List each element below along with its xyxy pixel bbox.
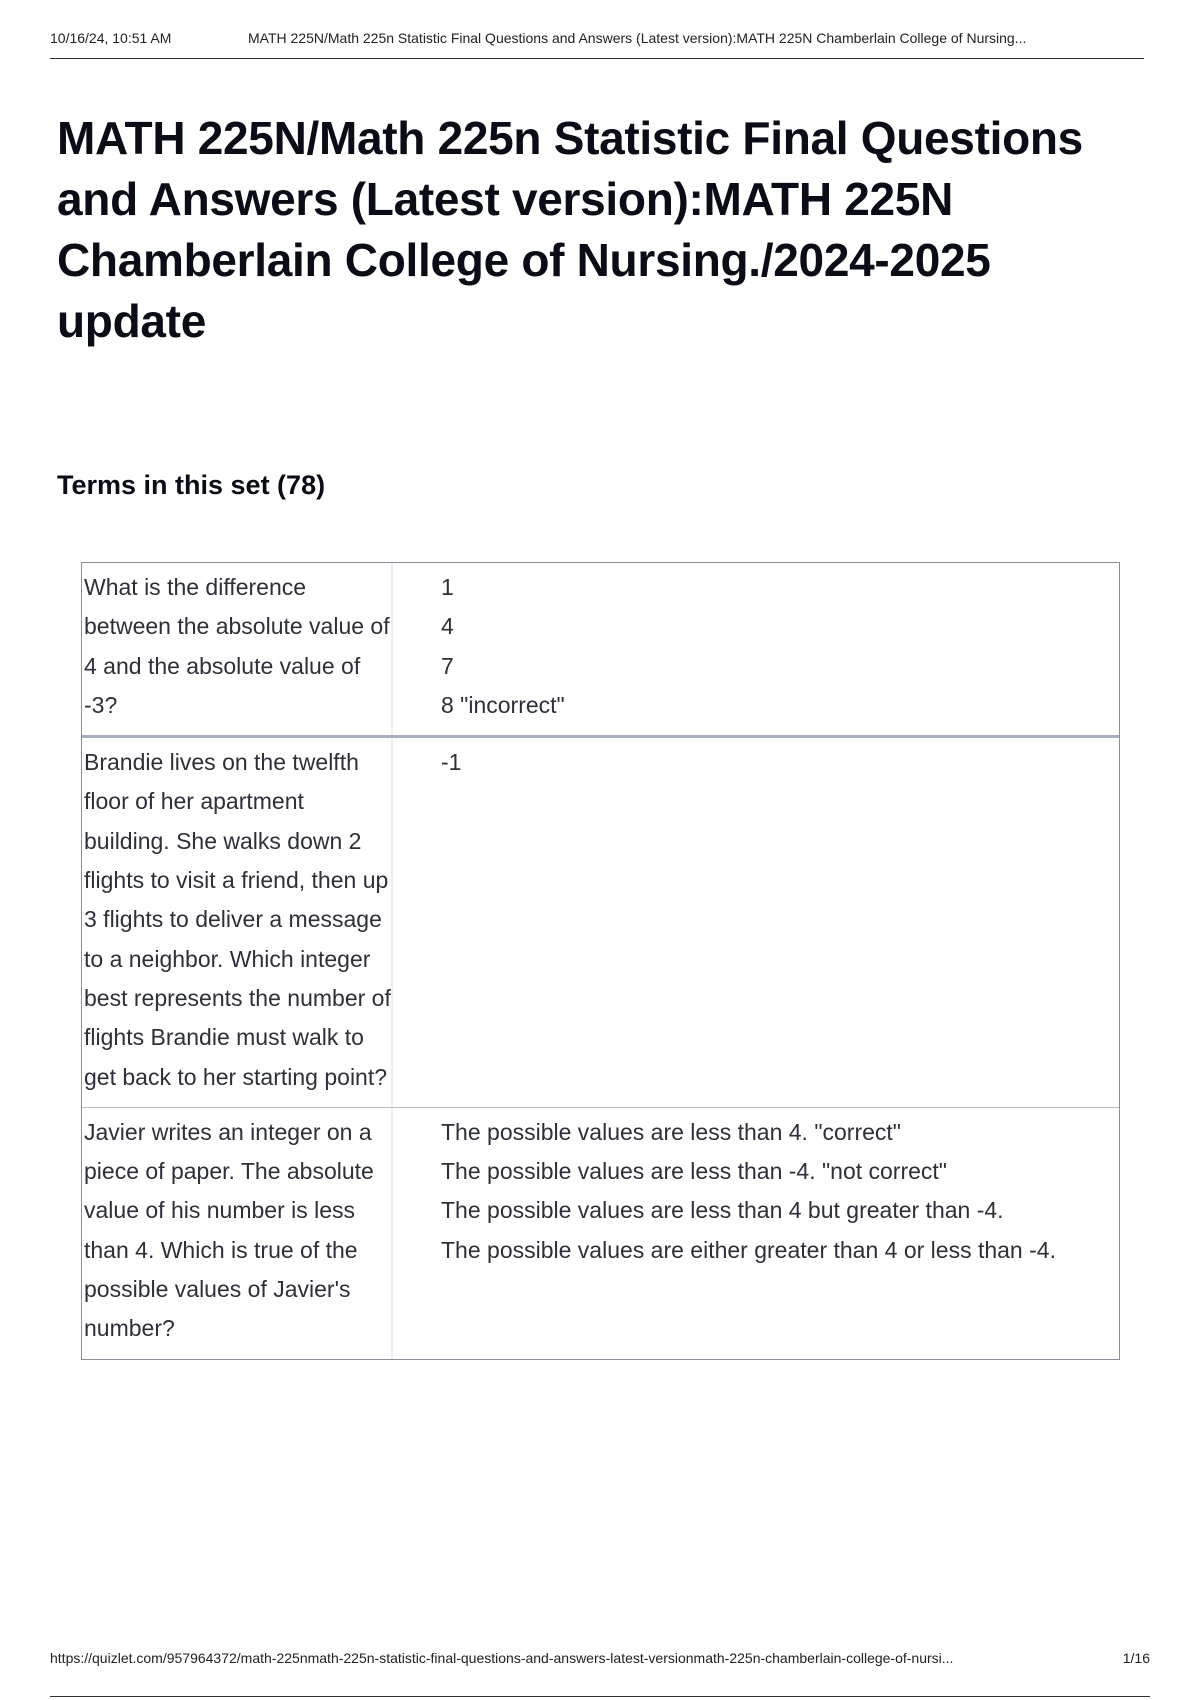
answer-line: The possible values are less than -4. "not correct" (441, 1158, 947, 1185)
answer-line: 8 "incorrect" (441, 691, 565, 718)
term-row (82, 563, 1119, 735)
term-answer (393, 563, 1119, 735)
answer-line: The possible values are less than 4. "correct" (441, 1118, 901, 1145)
term-row (82, 735, 1119, 1107)
answer-line: 1 (441, 574, 454, 600)
print-footer (50, 1648, 1150, 1697)
terms-heading: Terms in this set (78) (57, 470, 326, 500)
print-date: 10/16/24, 10:51 AM (50, 30, 172, 46)
answer-line: 4 (441, 613, 454, 640)
term-question: Javier writes an integer on a piece of paper. The absolute value of his number is less than 4. Which is true of the possible values of Javier's number? (82, 1108, 393, 1359)
print-doc-title: MATH 225N/Math 225n Statistic Final Questions and Answers (Latest version):MATH 225N Chamberlain College of Nursing... (248, 30, 1027, 46)
page-url: https://quizlet.com/957964372/math-225nmath-225n-statistic-final-questions-and-answers-latest-versionmath-225n-chamberlain-college-of-nursi... (50, 1650, 954, 1666)
term-question: Brandie lives on the twelfth floor of her apartment building. She walks down 2 flights to visit a friend, then up 3 flights to deliver a message to a neighbor. Which integer best represents the number of flights Brandie must walk to get back to her starting point? (82, 738, 393, 1107)
answer-line: The possible values are either greater than 4 or less than -4. (441, 1236, 1056, 1263)
page-number: 1/16 (1122, 1650, 1150, 1666)
term-row (82, 1107, 1119, 1359)
terms-table (81, 562, 1120, 1360)
page-title: MATH 225N/Math 225n Statistic Final Questions and Answers (Latest version):MATH 225N Chamberlain College of Nursing./2024-2025 update (57, 112, 1083, 347)
answer-line: The possible values are less than 4 but greater than -4. (441, 1197, 1004, 1224)
answer-line: -1 (441, 749, 462, 776)
print-header (50, 30, 1144, 59)
term-answer (393, 1108, 1119, 1359)
term-question: What is the difference between the absolute value of 4 and the absolute value of -3? (82, 563, 393, 735)
answer-line: 7 (441, 652, 454, 679)
term-answer (393, 738, 1119, 1107)
